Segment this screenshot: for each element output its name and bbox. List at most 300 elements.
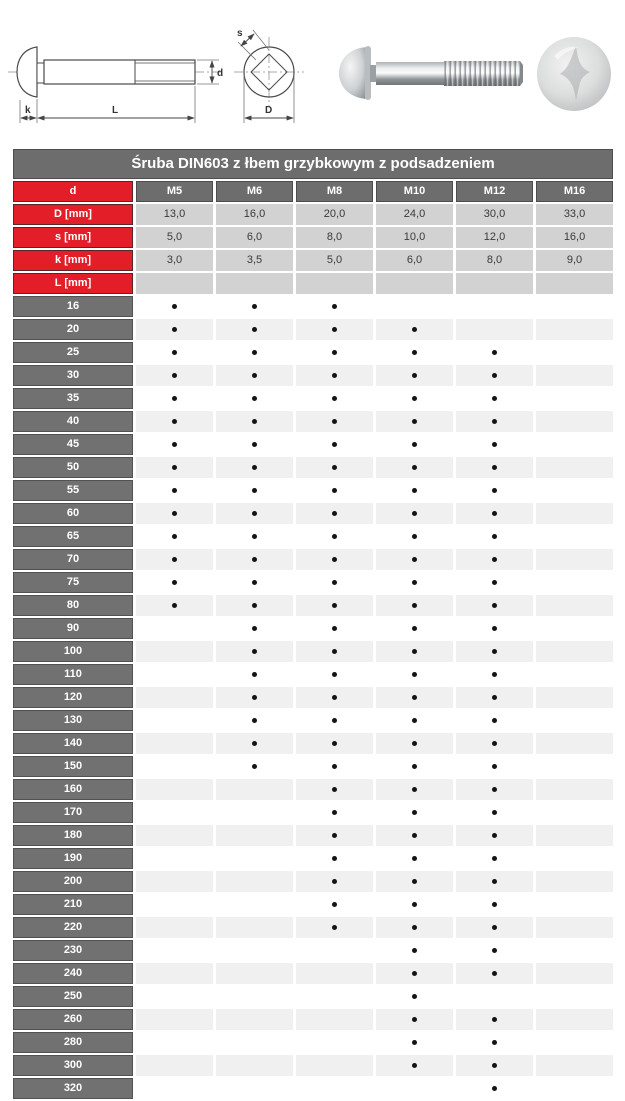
availability-dot — [412, 419, 417, 424]
availability-cell — [296, 549, 373, 570]
availability-dot — [252, 419, 257, 424]
availability-cell — [536, 871, 613, 892]
availability-cell — [216, 388, 293, 409]
availability-dot — [412, 741, 417, 746]
length-row — [13, 480, 613, 501]
availability-dot — [252, 304, 257, 309]
availability-dot — [412, 1063, 417, 1068]
availability-cell — [216, 664, 293, 685]
availability-dot — [332, 695, 337, 700]
availability-cell — [376, 825, 453, 846]
availability-cell — [296, 802, 373, 823]
availability-cell — [216, 848, 293, 869]
availability-cell — [296, 848, 373, 869]
length-header-empty-cell — [456, 273, 533, 294]
spec-value: 30,0 — [456, 204, 533, 225]
length-label: 180 — [13, 825, 133, 846]
availability-dot — [332, 649, 337, 654]
availability-cell — [216, 549, 293, 570]
availability-cell — [216, 894, 293, 915]
availability-cell — [456, 549, 533, 570]
availability-cell — [376, 457, 453, 478]
availability-cell — [536, 1009, 613, 1030]
availability-dot — [172, 373, 177, 378]
length-row — [13, 319, 613, 340]
availability-cell — [296, 572, 373, 593]
corner-cell-d: d — [13, 181, 133, 202]
availability-dot — [412, 1017, 417, 1022]
length-label: 65 — [13, 526, 133, 547]
availability-cell — [136, 894, 213, 915]
length-label: 30 — [13, 365, 133, 386]
availability-dot — [332, 396, 337, 401]
availability-dot — [492, 787, 497, 792]
shank-outline — [44, 60, 195, 84]
availability-cell — [296, 894, 373, 915]
availability-cell — [296, 296, 373, 317]
bolt-head-outline — [17, 47, 37, 97]
availability-cell — [456, 733, 533, 754]
s-extension-a — [238, 42, 256, 60]
availability-dot — [412, 511, 417, 516]
availability-dot — [492, 1040, 497, 1045]
availability-dot — [412, 396, 417, 401]
availability-dot — [172, 304, 177, 309]
availability-cell — [376, 526, 453, 547]
availability-cell — [296, 342, 373, 363]
length-label: 140 — [13, 733, 133, 754]
length-label: 280 — [13, 1032, 133, 1053]
availability-dot — [412, 465, 417, 470]
spec-value: 12,0 — [456, 227, 533, 248]
column-header-m6: M6 — [216, 181, 293, 202]
length-label: 80 — [13, 595, 133, 616]
availability-dot — [492, 695, 497, 700]
availability-dot — [252, 442, 257, 447]
availability-cell — [296, 1078, 373, 1099]
length-label: 40 — [13, 411, 133, 432]
availability-cell — [136, 595, 213, 616]
availability-cell — [536, 756, 613, 777]
availability-dot — [252, 488, 257, 493]
availability-cell — [136, 664, 213, 685]
length-row — [13, 618, 613, 639]
availability-dot — [332, 879, 337, 884]
length-row — [13, 1078, 613, 1099]
availability-cell — [216, 986, 293, 1007]
availability-cell — [216, 319, 293, 340]
length-label: 35 — [13, 388, 133, 409]
availability-cell — [296, 641, 373, 662]
availability-dot — [252, 557, 257, 562]
availability-cell — [216, 963, 293, 984]
availability-dot — [492, 396, 497, 401]
availability-dot — [412, 787, 417, 792]
availability-cell — [216, 710, 293, 731]
availability-dot — [412, 925, 417, 930]
availability-cell — [296, 434, 373, 455]
availability-dot — [332, 419, 337, 424]
availability-dot — [332, 718, 337, 723]
availability-dot — [332, 833, 337, 838]
length-label: 260 — [13, 1009, 133, 1030]
availability-cell — [296, 779, 373, 800]
availability-cell — [216, 802, 293, 823]
length-header-empty-cell — [216, 273, 293, 294]
column-header-m12: M12 — [456, 181, 533, 202]
length-label: 20 — [13, 319, 133, 340]
availability-dot — [492, 1017, 497, 1022]
availability-cell — [536, 664, 613, 685]
length-label: 90 — [13, 618, 133, 639]
availability-dot — [252, 350, 257, 355]
availability-dot — [492, 856, 497, 861]
availability-dot — [412, 649, 417, 654]
availability-dot — [172, 580, 177, 585]
length-row — [13, 1009, 613, 1030]
availability-cell — [536, 319, 613, 340]
length-label: 100 — [13, 641, 133, 662]
availability-dot — [412, 879, 417, 884]
availability-cell — [456, 963, 533, 984]
availability-cell — [376, 986, 453, 1007]
spec-value: 9,0 — [536, 250, 613, 271]
length-label: 250 — [13, 986, 133, 1007]
length-header-row — [13, 273, 613, 294]
spec-value: 13,0 — [136, 204, 213, 225]
availability-cell — [216, 296, 293, 317]
availability-dot — [252, 718, 257, 723]
availability-cell — [296, 963, 373, 984]
availability-cell — [456, 664, 533, 685]
availability-cell — [136, 756, 213, 777]
availability-dot — [332, 741, 337, 746]
availability-cell — [136, 618, 213, 639]
availability-cell — [296, 825, 373, 846]
availability-cell — [136, 779, 213, 800]
availability-cell — [296, 733, 373, 754]
availability-dot — [252, 465, 257, 470]
length-row — [13, 457, 613, 478]
availability-dot — [172, 465, 177, 470]
availability-dot — [332, 626, 337, 631]
availability-dot — [252, 649, 257, 654]
availability-dot — [252, 327, 257, 332]
availability-cell — [456, 825, 533, 846]
length-header-label: L [mm] — [13, 273, 133, 294]
bolt-photo — [334, 38, 524, 108]
availability-dot — [172, 327, 177, 332]
dim-label-s: s — [237, 28, 243, 39]
availability-cell — [136, 825, 213, 846]
availability-dot — [332, 488, 337, 493]
availability-cell — [296, 871, 373, 892]
availability-cell — [376, 1032, 453, 1053]
availability-cell — [216, 480, 293, 501]
table-title: Śruba DIN603 z łbem grzybkowym z podsadzeniem — [13, 149, 613, 179]
availability-cell — [456, 411, 533, 432]
length-row — [13, 779, 613, 800]
length-label: 60 — [13, 503, 133, 524]
availability-cell — [456, 1009, 533, 1030]
length-label: 300 — [13, 1055, 133, 1076]
length-label: 55 — [13, 480, 133, 501]
spec-value: 5,0 — [136, 227, 213, 248]
availability-cell — [456, 365, 533, 386]
availability-cell — [296, 411, 373, 432]
availability-cell — [216, 940, 293, 961]
availability-cell — [136, 572, 213, 593]
availability-dot — [492, 971, 497, 976]
availability-cell — [376, 894, 453, 915]
availability-cell — [536, 296, 613, 317]
length-row — [13, 710, 613, 731]
availability-cell — [376, 503, 453, 524]
availability-dot — [252, 741, 257, 746]
availability-cell — [376, 710, 453, 731]
availability-dot — [412, 833, 417, 838]
availability-cell — [296, 710, 373, 731]
availability-dot — [412, 626, 417, 631]
availability-cell — [376, 779, 453, 800]
length-row — [13, 871, 613, 892]
availability-dot — [412, 327, 417, 332]
availability-dot — [252, 626, 257, 631]
availability-cell — [136, 549, 213, 570]
length-label: 150 — [13, 756, 133, 777]
spec-value: 10,0 — [376, 227, 453, 248]
availability-cell — [456, 480, 533, 501]
availability-dot — [332, 787, 337, 792]
length-row — [13, 825, 613, 846]
length-header-empty-cell — [376, 273, 453, 294]
availability-dot — [172, 396, 177, 401]
column-header-row — [13, 181, 613, 202]
length-row — [13, 756, 613, 777]
length-label: 240 — [13, 963, 133, 984]
availability-dot — [412, 810, 417, 815]
length-row — [13, 940, 613, 961]
availability-dot — [492, 373, 497, 378]
availability-cell — [136, 1055, 213, 1076]
availability-dot — [492, 534, 497, 539]
header-graphics — [0, 0, 625, 147]
availability-cell — [216, 871, 293, 892]
availability-dot — [492, 810, 497, 815]
availability-cell — [456, 779, 533, 800]
length-label: 25 — [13, 342, 133, 363]
availability-cell — [536, 1078, 613, 1099]
availability-cell — [536, 434, 613, 455]
availability-cell — [296, 1055, 373, 1076]
availability-cell — [136, 871, 213, 892]
spec-row-label: k [mm] — [13, 250, 133, 271]
availability-dot — [492, 925, 497, 930]
availability-cell — [456, 986, 533, 1007]
spec-value: 33,0 — [536, 204, 613, 225]
length-label: 230 — [13, 940, 133, 961]
length-row — [13, 917, 613, 938]
availability-cell — [136, 802, 213, 823]
availability-cell — [456, 848, 533, 869]
length-row — [13, 365, 613, 386]
s-dimension-line — [241, 34, 254, 46]
length-label: 190 — [13, 848, 133, 869]
length-row — [13, 641, 613, 662]
availability-cell — [216, 1078, 293, 1099]
availability-dot — [492, 350, 497, 355]
availability-cell — [536, 365, 613, 386]
spec-value: 16,0 — [536, 227, 613, 248]
availability-cell — [376, 296, 453, 317]
availability-cell — [216, 687, 293, 708]
length-label: 16 — [13, 296, 133, 317]
availability-cell — [296, 503, 373, 524]
availability-cell — [536, 1055, 613, 1076]
availability-cell — [296, 388, 373, 409]
availability-dot — [412, 672, 417, 677]
availability-cell — [136, 526, 213, 547]
square-neck-outline — [37, 63, 44, 83]
availability-cell — [296, 756, 373, 777]
availability-dot — [252, 764, 257, 769]
availability-dot — [332, 672, 337, 677]
availability-cell — [456, 1055, 533, 1076]
availability-cell — [376, 319, 453, 340]
availability-cell — [456, 940, 533, 961]
length-row — [13, 1032, 613, 1053]
availability-cell — [136, 342, 213, 363]
availability-dot — [492, 488, 497, 493]
availability-cell — [456, 618, 533, 639]
availability-cell — [216, 342, 293, 363]
availability-cell — [536, 388, 613, 409]
availability-dot — [172, 442, 177, 447]
availability-cell — [376, 733, 453, 754]
spec-rows — [13, 204, 613, 294]
availability-dot — [332, 350, 337, 355]
availability-dot — [332, 465, 337, 470]
availability-cell — [136, 296, 213, 317]
availability-cell — [456, 503, 533, 524]
availability-dot — [492, 879, 497, 884]
availability-cell — [296, 917, 373, 938]
availability-cell — [216, 457, 293, 478]
dimension-table — [10, 147, 616, 1101]
availability-cell — [536, 572, 613, 593]
availability-dot — [412, 994, 417, 999]
availability-dot — [492, 833, 497, 838]
availability-dot — [252, 373, 257, 378]
availability-cell — [376, 365, 453, 386]
availability-cell — [456, 342, 533, 363]
availability-cell — [376, 1009, 453, 1030]
availability-dot — [492, 511, 497, 516]
availability-cell — [536, 894, 613, 915]
availability-dot — [252, 534, 257, 539]
s-extension-b — [253, 30, 269, 50]
availability-dot — [412, 971, 417, 976]
availability-cell — [536, 710, 613, 731]
availability-dot — [252, 603, 257, 608]
length-row — [13, 733, 613, 754]
availability-cell — [456, 917, 533, 938]
dim-label-d: d — [217, 68, 224, 79]
availability-dot — [172, 603, 177, 608]
availability-dot — [492, 603, 497, 608]
availability-cell — [456, 1078, 533, 1099]
availability-cell — [296, 595, 373, 616]
availability-cell — [216, 1032, 293, 1053]
availability-dot — [332, 511, 337, 516]
availability-cell — [536, 986, 613, 1007]
availability-cell — [216, 756, 293, 777]
availability-cell — [216, 618, 293, 639]
availability-cell — [296, 365, 373, 386]
availability-dot — [332, 557, 337, 562]
availability-dot — [412, 442, 417, 447]
availability-cell — [536, 1032, 613, 1053]
availability-cell — [456, 457, 533, 478]
availability-dot — [412, 580, 417, 585]
availability-cell — [136, 503, 213, 524]
availability-cell — [456, 894, 533, 915]
availability-dot — [492, 580, 497, 585]
availability-cell — [536, 848, 613, 869]
availability-cell — [376, 572, 453, 593]
availability-dot — [252, 580, 257, 585]
spec-value: 24,0 — [376, 204, 453, 225]
availability-cell — [136, 1078, 213, 1099]
availability-dot — [412, 948, 417, 953]
availability-cell — [216, 917, 293, 938]
availability-cell — [456, 296, 533, 317]
length-row — [13, 687, 613, 708]
availability-cell — [376, 388, 453, 409]
availability-cell — [136, 963, 213, 984]
length-header-empty-cell — [296, 273, 373, 294]
availability-cell — [376, 480, 453, 501]
availability-cell — [376, 1078, 453, 1099]
length-row — [13, 434, 613, 455]
availability-dot — [492, 948, 497, 953]
column-header-m5: M5 — [136, 181, 213, 202]
column-header-m16: M16 — [536, 181, 613, 202]
availability-dot — [412, 350, 417, 355]
length-row — [13, 986, 613, 1007]
availability-dot — [412, 764, 417, 769]
spec-row — [13, 227, 613, 248]
availability-cell — [216, 411, 293, 432]
spec-value: 6,0 — [376, 250, 453, 271]
availability-dot — [332, 764, 337, 769]
length-row — [13, 572, 613, 593]
availability-dot — [492, 718, 497, 723]
availability-cell — [456, 434, 533, 455]
availability-cell — [136, 480, 213, 501]
availability-cell — [456, 595, 533, 616]
availability-cell — [216, 526, 293, 547]
availability-dot — [412, 373, 417, 378]
length-row — [13, 549, 613, 570]
availability-dot — [492, 1086, 497, 1091]
availability-dot — [332, 902, 337, 907]
column-header-m10: M10 — [376, 181, 453, 202]
spec-row-label: s [mm] — [13, 227, 133, 248]
availability-cell — [216, 365, 293, 386]
availability-dot — [172, 557, 177, 562]
availability-dot — [492, 442, 497, 447]
